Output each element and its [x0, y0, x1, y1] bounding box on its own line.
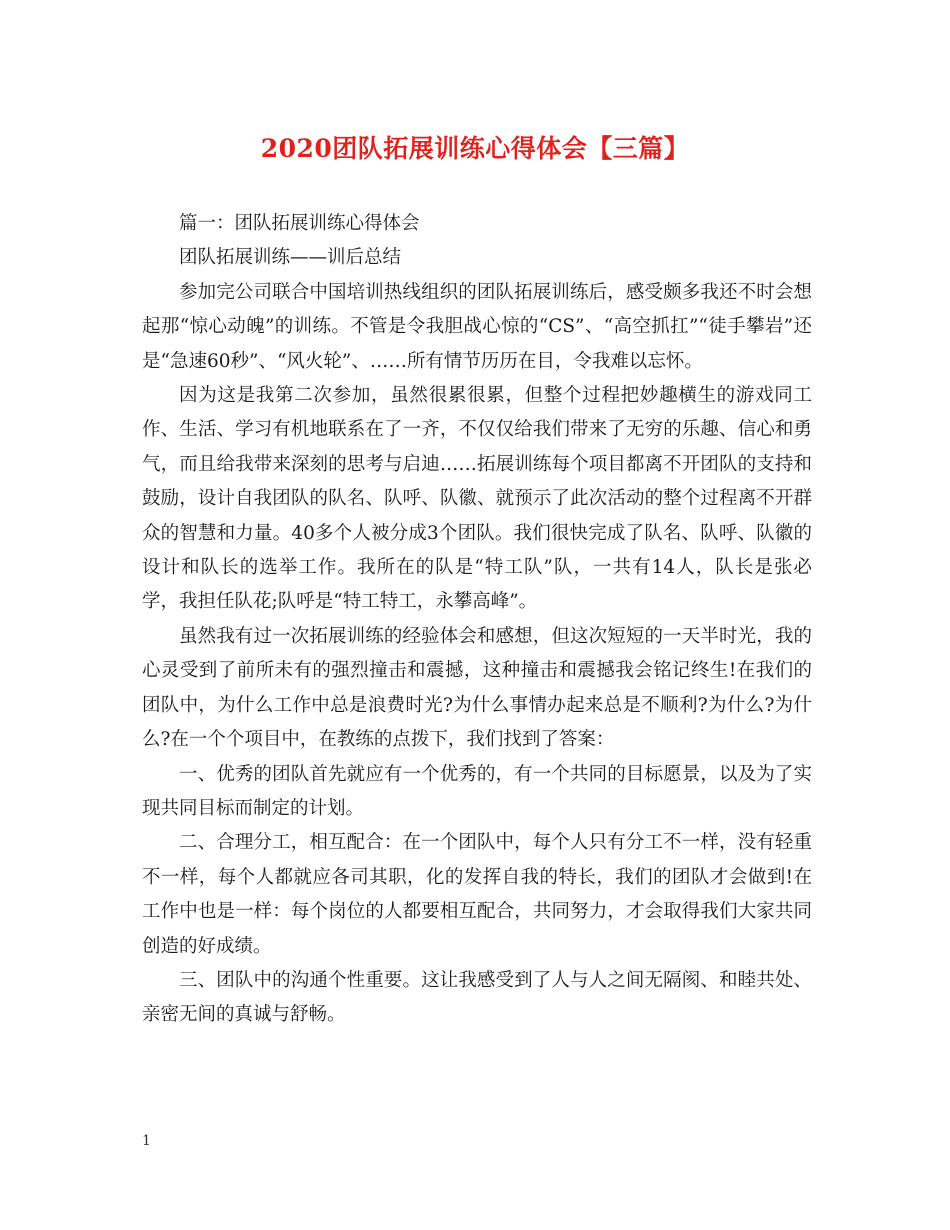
- page-number: 1: [142, 1133, 151, 1149]
- paragraph: 因为这是我第二次参加，虽然很累很累，但整个过程把妙趣横生的游戏同工作、生活、学习有机地联系在了一齐，不仅仅给我们带来了无穷的乐趣、信心和勇气，而且给我带来深刻的思考与启迪……拓展训练每个项目都离不开团队的支持和鼓励，设计自我团队的队名、队呼、队徽、就预示了此次活动的整个过程离不开群众的智慧和力量。40多个人被分成3个团队。我们很快完成了队名、队呼、队徽的设计和队长的选举工作。我所在的队是“特工队”队，一共有14人，队长是张必学，我担任队花;队呼是“特工特工，永攀高峰”。: [142, 385, 812, 613]
- paragraph: 一、优秀的团队首先就应有一个优秀的，有一个共同的目标愿景，以及为了实现共同目标而制定的计划。: [142, 763, 812, 819]
- paragraph: 三、团队中的沟通个性重要。这让我感受到了人与人之间无隔阂、和睦共处、亲密无间的真诚与舒畅。: [142, 969, 812, 1026]
- paragraph: 参加完公司联合中国培训热线组织的团队拓展训练后，感受颇多我还不时会想起那“惊心动魄”的训练。不管是令我胆战心惊的“CS”、“高空抓扛”“徒手攀岩”还是“急速60秒”、“风火轮”、……所有情节历历在目，令我难以忘怀。: [142, 281, 812, 372]
- paragraph-subtitle: 团队拓展训练——训后总结: [179, 247, 402, 269]
- document-body: [142, 207, 812, 1033]
- document-title: 2020团队拓展训练心得体会【三篇】: [260, 134, 690, 163]
- paragraph-section-heading: 篇一：团队拓展训练心得体会: [179, 213, 420, 234]
- paragraph: 二、合理分工，相互配合：在一个团队中，每个人只有分工不一样，没有轻重不一样，每个人都就应各司其职，化的发挥自我的特长，我们的团队才会做到!在工作中也是一样：每个岗位的人都要相互配合，共同努力，才会取得我们大家共同创造的好成绩。: [142, 832, 812, 957]
- paragraph: 虽然我有过一次拓展训练的经验体会和感想，但这次短短的一天半时光，我的心灵受到了前所未有的强烈撞击和震撼，这种撞击和震撼我会铭记终生!在我们的团队中，为什么工作中总是浪费时光?为什么事情办起来总是不顺利?为什么?为什么?在一个个项目中，在教练的点拨下，我们找到了答案：: [142, 625, 813, 751]
